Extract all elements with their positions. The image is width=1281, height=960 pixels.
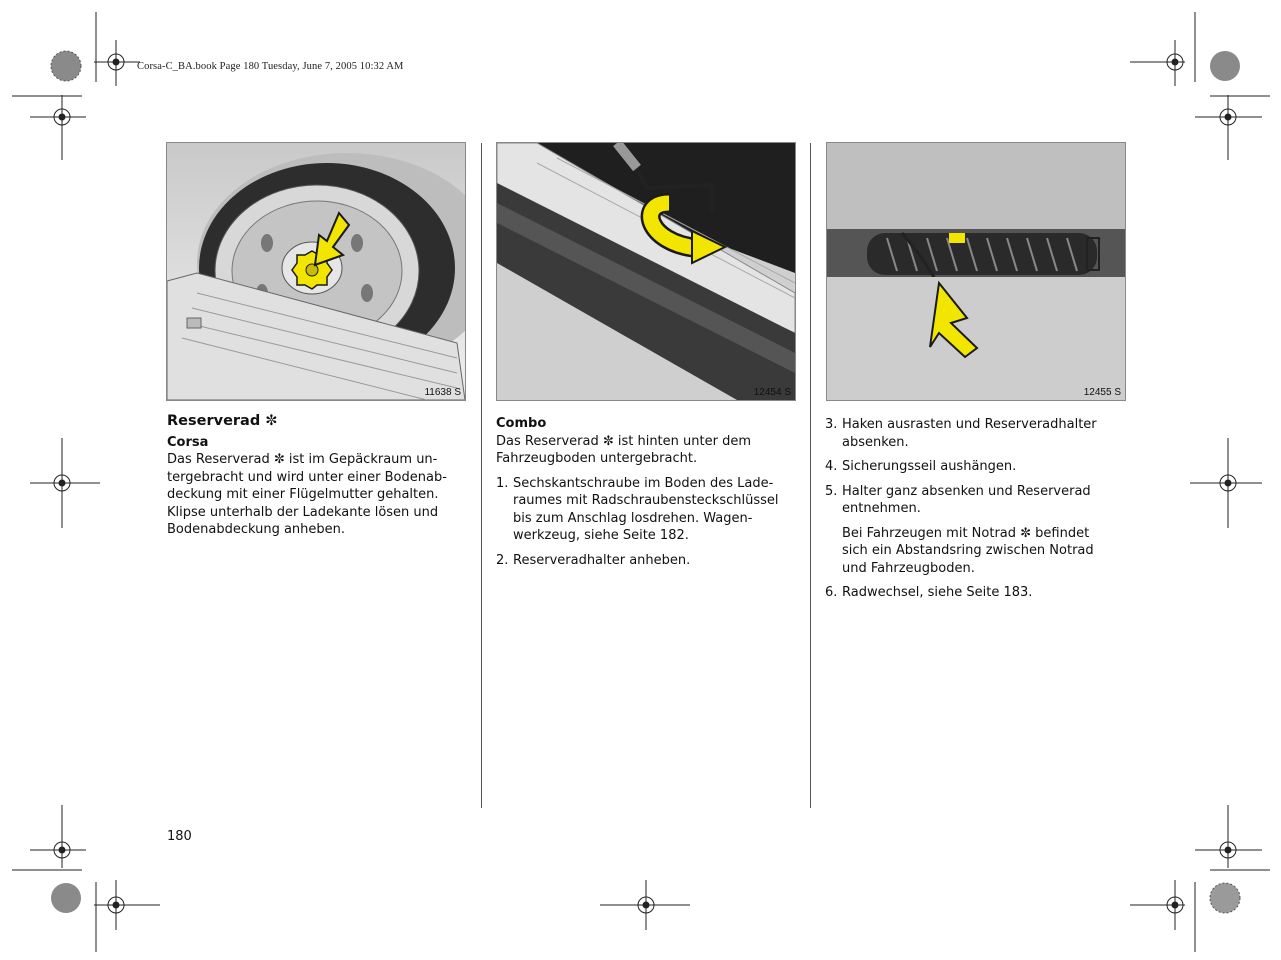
text-line: Fahrzeugboden untergebracht. xyxy=(496,451,698,466)
section-title: Reserverad ✼ xyxy=(167,413,278,429)
step-number: 2. xyxy=(496,552,509,568)
text-line: werkzeug, siehe Seite 182. xyxy=(513,528,689,543)
list-item xyxy=(825,584,1125,602)
text-line: raumes mit Radschraubensteckschlüssel xyxy=(513,493,779,508)
middle-column xyxy=(496,415,796,576)
column-rule-1 xyxy=(481,143,482,808)
intro-paragraph xyxy=(496,433,796,468)
text-line: Das Reserverad ✼ ist im Gepäckraum un- xyxy=(167,452,438,467)
figure-combo-bolt xyxy=(496,142,796,401)
note-paragraph xyxy=(842,525,1125,578)
text-line: Klipse unterhalb der Ladekante lösen und xyxy=(167,504,439,520)
spare-wheel-trunk-illustration xyxy=(167,143,465,400)
text-line: Reserveradhalter anheben. xyxy=(513,552,691,568)
text-line: Sicherungsseil aushängen. xyxy=(842,459,1017,474)
page-number: 180 xyxy=(167,829,192,844)
step-text xyxy=(842,483,1091,518)
text-line: tergebracht und wird unter einer Bodenab- xyxy=(167,469,447,485)
body-paragraph xyxy=(167,451,467,539)
step-text xyxy=(842,458,1016,476)
text-line: bis zum Anschlag losdrehen. Wagen- xyxy=(513,510,753,526)
rear-bumper-wrench-illustration xyxy=(497,143,795,400)
text-line: absenken. xyxy=(842,434,909,450)
left-column xyxy=(167,413,467,539)
step-number: 4. xyxy=(825,459,838,474)
text-line: Das Reserverad ✼ ist hinten unter dem xyxy=(496,433,751,449)
header-file-info: Corsa-C_BA.book Page 180 Tuesday, June 7, 2005 10:32 AM xyxy=(137,61,404,72)
steps-list xyxy=(496,475,796,570)
step-text xyxy=(513,552,690,570)
list-item xyxy=(825,458,1125,476)
step-number: 3. xyxy=(825,417,838,432)
text-line: sich ein Abstandsring zwischen Notrad xyxy=(842,543,1094,558)
step-text xyxy=(842,584,1032,602)
list-item xyxy=(825,416,1125,451)
steps-list xyxy=(825,416,1125,518)
list-item xyxy=(496,552,796,570)
list-item xyxy=(496,475,796,545)
figure-corsa-spare-wheel xyxy=(166,142,466,401)
steps-list xyxy=(825,584,1125,602)
text-line: entnehmen. xyxy=(842,501,921,516)
figure-id: 12454 S xyxy=(753,387,791,398)
text-line: Bei Fahrzeugen mit Notrad ✼ befindet xyxy=(842,525,1090,541)
step-text xyxy=(513,475,779,545)
step-number: 5. xyxy=(825,483,838,499)
right-column xyxy=(825,416,1125,609)
step-number: 1. xyxy=(496,475,509,491)
text-line: Radwechsel, siehe Seite 183. xyxy=(842,585,1033,600)
step-number: 6. xyxy=(825,585,838,600)
step-text xyxy=(842,416,1097,451)
underbody-spare-wheel-illustration xyxy=(827,143,1125,400)
text-line: Halter ganz absenken und Reserverad xyxy=(842,483,1091,499)
subsection-title: Combo xyxy=(496,416,547,431)
subsection-title: Corsa xyxy=(167,434,209,450)
text-line: und Fahrzeugboden. xyxy=(842,560,975,576)
figure-id: 12455 S xyxy=(1083,387,1121,398)
figure-id: 11638 S xyxy=(424,387,461,398)
column-rule-2 xyxy=(810,143,811,808)
text-line: Haken ausrasten und Reserveradhalter xyxy=(842,417,1097,432)
list-item xyxy=(825,483,1125,518)
text-line: Bodenabdeckung anheben. xyxy=(167,522,346,537)
text-line: deckung mit einer Flügelmutter gehalten. xyxy=(167,487,439,502)
text-line: Sechskantschraube im Boden des Lade- xyxy=(513,475,774,491)
figure-combo-underside xyxy=(826,142,1126,401)
